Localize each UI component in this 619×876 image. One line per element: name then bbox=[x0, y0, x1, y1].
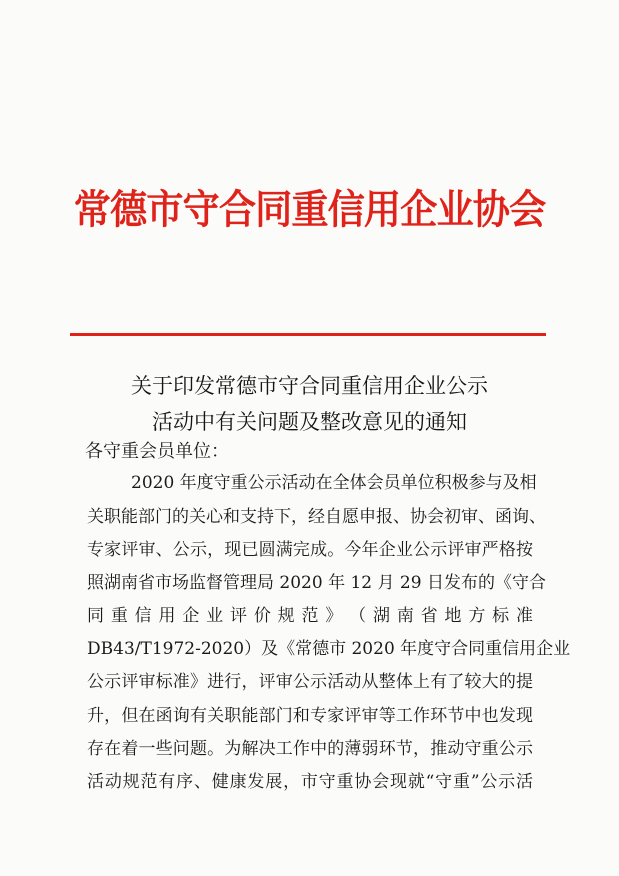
body-line: 同 重 信 用 企 业 评 价 规 范 》 （ 湖 南 省 地 方 标 准 bbox=[87, 606, 533, 626]
body-line: 专家评审、公示，现已圆满完成。今年企业公示评审严格按 bbox=[87, 540, 533, 560]
body-line: 存在着一些问题。为解决工作中的薄弱环节，推动守重公示 bbox=[87, 739, 533, 759]
body-line: 照湖南省市场监督管理局 2020 年 12 月 29 日发布的《守合 bbox=[87, 573, 546, 593]
notice-title-line-1: 关于印发常德市守合同重信用企业公示 bbox=[131, 374, 488, 398]
letterhead-red-rule bbox=[70, 333, 546, 336]
body-line: 关职能部门的关心和支持下，经自愿申报、协会初审、函询、 bbox=[87, 507, 546, 527]
body-line: 公示评审标准》进行，评审公示活动从整体上有了较大的提 bbox=[87, 672, 533, 692]
body-line: DB43/T1972-2020）及《常德市 2020 年度守合同重信用企业 bbox=[87, 639, 571, 659]
salutation: 各守重会员单位： bbox=[85, 441, 229, 462]
notice-title-line-2: 活动中有关问题及整改意见的通知 bbox=[152, 410, 467, 434]
body-line: 2020 年度守重公示活动在全体会员单位积极参与及相 bbox=[131, 473, 537, 493]
body-line: 升，但在函询有关职能部门和专家评审等工作环节中也发现 bbox=[87, 706, 533, 726]
letterhead-title: 常德市守合同重信用企业协会 bbox=[73, 187, 546, 233]
body-line: 活动规范有序、健康发展，市守重协会现就“守重”公示活 bbox=[87, 772, 533, 792]
